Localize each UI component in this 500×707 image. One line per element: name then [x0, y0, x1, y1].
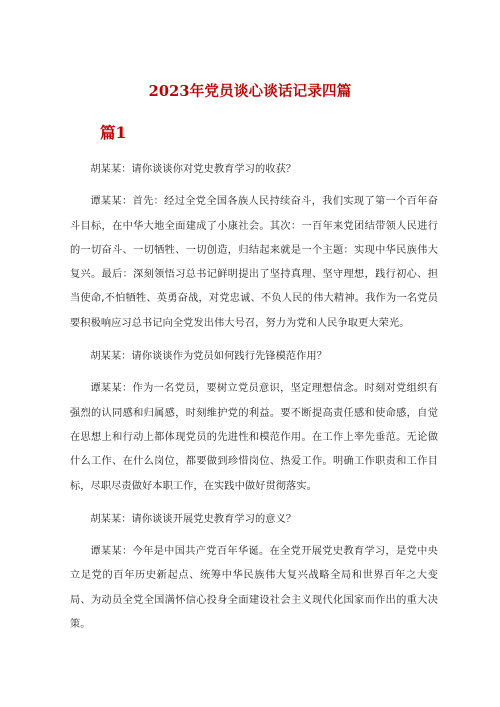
section-heading: 篇1	[100, 123, 127, 142]
question-paragraph: 胡某某：请你谈谈你对党史教育学习的收获？	[90, 164, 297, 175]
document-title: 2023年党员谈心谈话记录四篇	[148, 83, 352, 100]
answer-paragraph: 谭某某：作为一名党员，要树立党员意识，坚定理想信念。时刻对党组织有强烈的认同感和归属感，时刻维护党的利益。要不断提高责任感和使命感，自觉在思想上和行动上都体现党员的先进性和模范作用。在工作上率先垂范。无论做什么工作、在什么岗位，都要做到珍惜岗位、热爱工作。明确工作职责和工作目标，尽职尽责做好本职工作，在实践中做好贯彻落实。	[70, 383, 438, 492]
question-paragraph: 胡某某：请你谈谈作为党员如何践行先锋模范作用？	[90, 351, 328, 363]
document-body	[70, 158, 438, 646]
question-paragraph: 胡某某：请你谈谈开展党史教育学习的意义？	[90, 513, 297, 525]
answer-paragraph: 谭某某：今年是中国共产党百年华诞。在全党开展党史教育学习，是党中央立足党的百年历史新起点、统筹中华民族伟大复兴战略全局和世界百年之大变局、为动员全党全国满怀信心投身全面建设社会主义现代化国家而作出的重大决策。	[70, 546, 438, 631]
answer-paragraph: 谭某某：首先：经过全党全国各族人民持续奋斗，我们实现了第一个百年奋斗目标，在中华大地全面建成了小康社会。其次：一百年来党团结带领人民进行的一切奋斗、一切牺牲、一切创造，归结起来就是一个主题：实现中华民族伟大复兴。最后：深刻领悟习总书记鲜明提出了坚持真理、坚守理想，践行初心、担当使命,不怕牺牲、英勇奋战，对党忠诚、不负人民的伟大精神。我作为一名党员要积极响应习总书记向全党发出伟大号召，努力为党和人民争取更大荣光。	[70, 196, 438, 329]
